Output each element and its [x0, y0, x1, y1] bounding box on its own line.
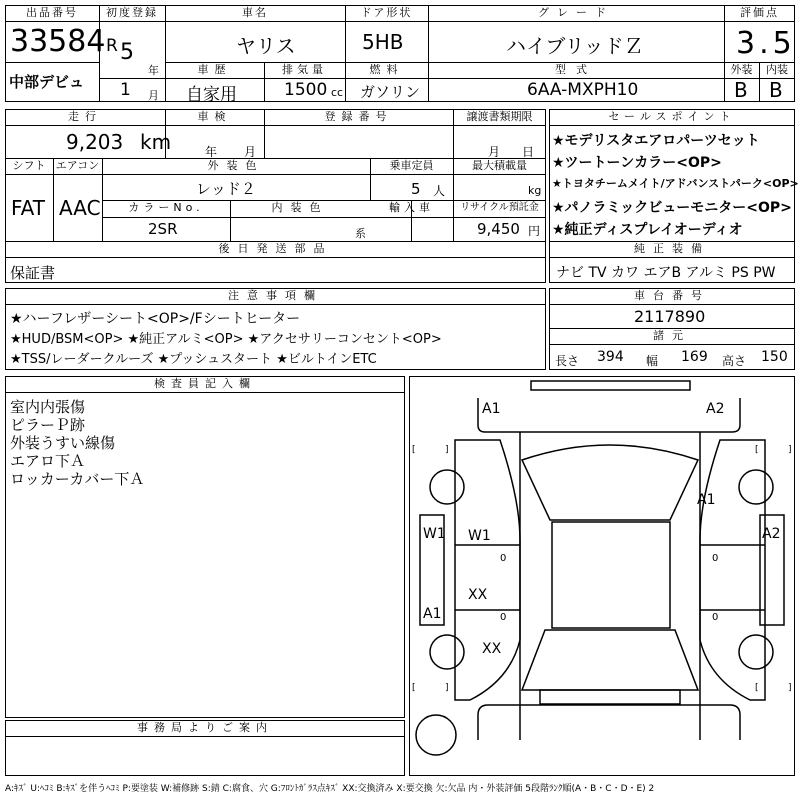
transfer-day-unit: 日	[522, 145, 535, 159]
bracket-mark: ]	[788, 445, 792, 455]
color-no-label: カラーNo.	[128, 201, 204, 214]
wheel-rear-left	[430, 635, 464, 669]
int-color-label: 内装色	[271, 201, 329, 214]
displacement-unit: cc	[331, 86, 344, 99]
divider	[549, 125, 795, 126]
era: R	[106, 36, 118, 56]
fuel-label: 燃料	[369, 63, 404, 76]
mileage: 9,203	[66, 130, 124, 154]
month-num: 1	[120, 80, 131, 100]
capacity-label: 乗車定員	[389, 159, 434, 172]
left-side-body	[455, 440, 520, 700]
capacity: 5	[411, 180, 421, 198]
damage-mark: A2	[762, 526, 781, 542]
zero-mark: 0	[712, 612, 719, 623]
interior-label: 内装	[766, 63, 788, 76]
right-side-body	[700, 440, 765, 700]
divider	[5, 257, 546, 258]
notes-label: 注意事項欄	[228, 289, 323, 302]
year-num: 5	[120, 40, 134, 65]
transfer-month-unit: 月	[488, 145, 501, 159]
divider	[724, 5, 725, 102]
divider	[5, 304, 546, 305]
bracket-mark: [	[412, 445, 416, 455]
ac-label: エアコン	[55, 159, 100, 172]
lot-number: 33584	[10, 24, 106, 59]
zero-mark: 0	[712, 553, 719, 564]
windshield	[522, 445, 698, 520]
front-bumper-top	[531, 381, 690, 390]
height-label: 高さ	[722, 354, 747, 368]
recycle: 9,450	[477, 220, 520, 238]
displacement: 1500	[284, 80, 328, 100]
inspector-line: ピラーＰ跡	[10, 416, 86, 434]
recycle-label: リサイクル預託金	[460, 202, 539, 213]
height: 150	[761, 349, 788, 365]
note-line: ★TSS/レーダークルーズ ★プッシュスタート ★ビルトインETC	[10, 352, 377, 367]
width-label: 幅	[646, 354, 659, 368]
divider	[5, 62, 99, 63]
mileage-label: 走行	[68, 110, 102, 123]
sales-point-item: ★モデリスタエアロパーツセット	[552, 133, 760, 149]
zero-mark: 0	[500, 612, 507, 623]
history: 自家用	[186, 85, 237, 105]
shift-label: シフト	[12, 159, 46, 172]
capacity-unit: 人	[433, 184, 446, 198]
divider	[5, 392, 405, 393]
hood-outline	[478, 398, 740, 432]
length-label: 長さ	[555, 354, 580, 368]
equipment-label: 純正装備	[634, 242, 710, 255]
car-name-label: 車名	[242, 6, 268, 19]
divider	[549, 344, 795, 345]
damage-mark: W1	[423, 526, 446, 542]
divider	[549, 257, 795, 258]
damage-mark: A1	[697, 492, 716, 508]
ext-color: レッド２	[196, 180, 256, 198]
damage-mark: A2	[706, 401, 725, 417]
roof-outline	[520, 432, 700, 740]
reg-number-label: 登録番号	[324, 110, 393, 123]
car-name: ヤリス	[236, 34, 296, 58]
inspector-label: 検査員記入欄	[154, 377, 256, 390]
int-color-suffix: 系	[355, 227, 366, 240]
damage-mark: A1	[482, 401, 501, 417]
later-parts-label: 後日発送部品	[218, 242, 333, 255]
divider	[99, 78, 795, 79]
max-load-label: 最大積載量	[472, 159, 527, 172]
divider	[5, 736, 405, 737]
equipment: ナビ TV カワ エアB アルミ PS PW	[556, 265, 776, 281]
fuel: ガソリン	[360, 83, 421, 101]
bracket-mark: ]	[445, 683, 449, 693]
rear-window	[522, 630, 698, 690]
recycle-unit: 円	[528, 224, 541, 238]
displacement-label: 排気量	[282, 63, 327, 76]
chassis-number: 2117890	[634, 307, 706, 326]
color-no: 2SR	[148, 220, 178, 238]
footer-legend: A:ｷｽﾞ U:ﾍｺﾐ B:ｷｽﾞを伴うﾍｺﾐ P:要塗装 W:補修跡 S:錆 C:腐食、穴 G:ﾌﾛﾝﾄｶﾞﾗｽ点ｷｽﾞ XX:交換済み X:要交換 欠:欠品 内・外装評価 5段階ﾗﾝｸ順(A・B・C・D・E) 2	[5, 784, 655, 794]
divider	[549, 304, 795, 305]
score: 3.5	[736, 26, 796, 61]
damage-mark: XX	[468, 587, 488, 603]
mileage-unit: km	[140, 130, 172, 154]
inspector-line: ロッカーカバー下Ａ	[10, 470, 145, 488]
car-diagram	[409, 376, 795, 776]
exterior-label: 外装	[730, 63, 753, 76]
note-line: ★HUD/BSM<OP> ★純正アルミ<OP> ★アクセサリーコンセント<OP>	[10, 332, 442, 347]
bracket-mark: ]	[445, 445, 449, 455]
wheel-rear-right	[739, 635, 773, 669]
sales-point-item: ★ツートーンカラー<OP>	[552, 155, 722, 171]
length: 394	[597, 349, 624, 365]
model-label: 型式	[555, 63, 597, 76]
inspection-label: 車検	[197, 110, 232, 123]
roof-panel	[552, 522, 670, 628]
rear-bumper	[540, 690, 680, 704]
damage-mark: XX	[482, 641, 502, 657]
history-label: 車歴	[197, 63, 232, 76]
dims-label: 諸元	[653, 329, 691, 342]
bracket-mark: [	[755, 683, 759, 693]
later-parts: 保証書	[10, 264, 56, 282]
damage-mark: W1	[468, 528, 491, 544]
inspection-year-unit: 年	[205, 145, 218, 159]
divider	[102, 217, 546, 218]
sales-points-label: セールスポイント	[608, 110, 736, 123]
sales-point-item: ★トヨタチームメイト/アドバンストパーク<OP>	[552, 177, 799, 190]
wheel-front-left	[430, 470, 464, 504]
interior-score: B	[769, 78, 783, 102]
divider	[345, 5, 346, 102]
import-label: 輸入車	[389, 201, 434, 214]
sales-point-item: ★パノラミックビューモニター<OP>	[552, 200, 792, 216]
ext-color-label: 外装色	[207, 159, 265, 172]
note-line: ★ハーフレザーシート<OP>/Fシートヒーター	[10, 311, 301, 327]
ac: AAC	[59, 196, 101, 220]
lot-label: 出品番号	[26, 6, 78, 19]
inspector-line: 外装うすい線傷	[10, 434, 116, 452]
sales-point-item: ★純正ディスプレイオーディオ	[552, 222, 743, 238]
spare-wheel	[416, 715, 456, 755]
grade: ハイブリッドＺ	[506, 34, 644, 58]
bracket-mark: ]	[788, 683, 792, 693]
exterior-score: B	[734, 78, 748, 102]
model: 6AA-MXPH10	[527, 80, 639, 100]
venue: 中部デビュ	[9, 73, 85, 91]
divider	[5, 174, 546, 175]
inspection-month-unit: 月	[244, 145, 257, 159]
bracket-mark: [	[412, 683, 416, 693]
divider	[428, 5, 429, 102]
width: 169	[681, 349, 708, 365]
bracket-mark: [	[755, 445, 759, 455]
shift: FAT	[11, 196, 46, 220]
first-reg-label: 初度登録	[106, 6, 158, 19]
damage-mark: A1	[423, 606, 442, 622]
office-label: 事務局よりご案内	[137, 721, 273, 734]
divider	[5, 21, 795, 22]
divider	[165, 5, 166, 102]
max-load-unit: kg	[528, 184, 542, 197]
month-unit: 月	[148, 89, 159, 102]
wheel-front-right	[739, 470, 773, 504]
door-label: ドア形状	[360, 6, 413, 19]
zero-mark: 0	[500, 553, 507, 564]
inspector-line: 室内内張傷	[10, 398, 86, 416]
inspector-line: エアロ下Ａ	[10, 452, 86, 470]
transfer-label: 譲渡書類期限	[466, 110, 533, 123]
grade-label: グレード	[538, 6, 614, 19]
chassis-label: 車台番号	[634, 289, 710, 302]
door-type: 5HB	[362, 30, 404, 54]
divider	[5, 125, 546, 126]
score-label: 評価点	[740, 6, 779, 19]
year-unit: 年	[148, 64, 159, 77]
